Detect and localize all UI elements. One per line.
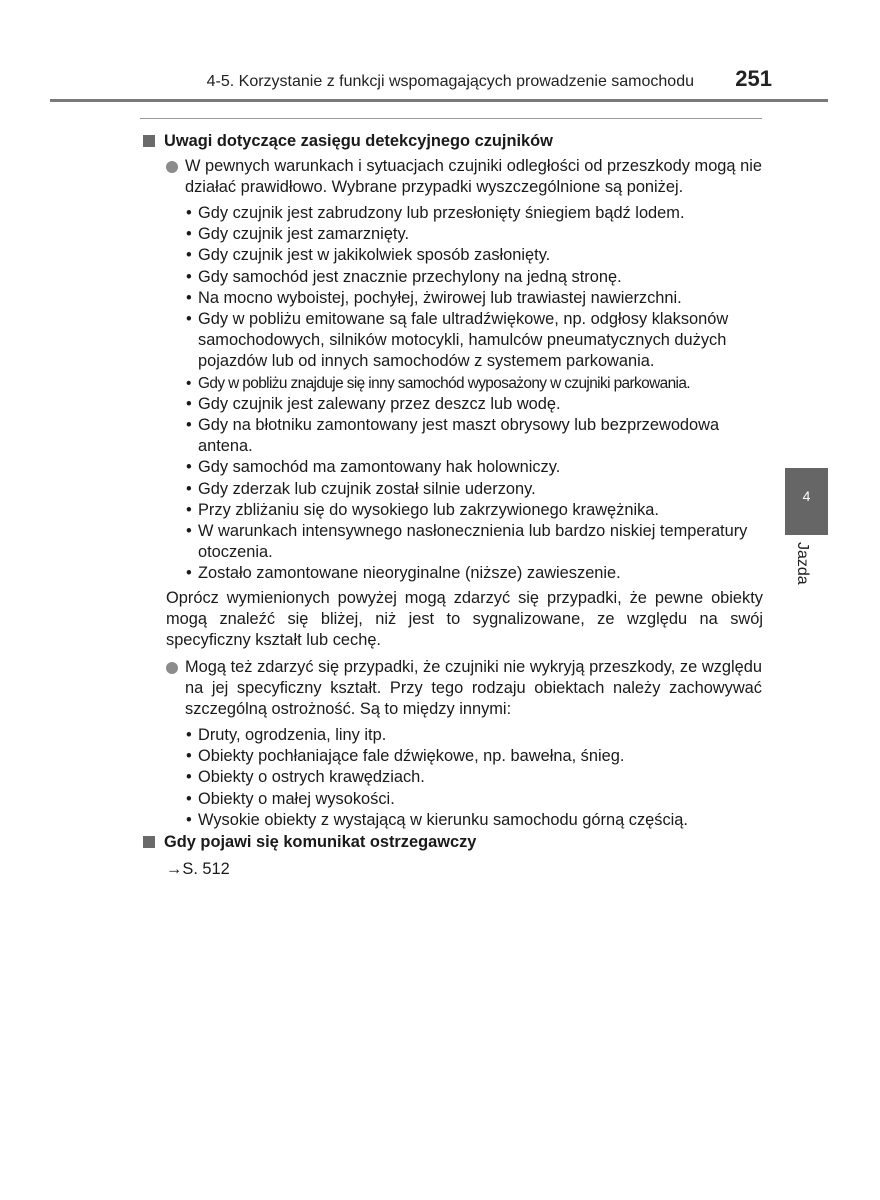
- page-number: 251: [735, 66, 772, 91]
- list-item: • Gdy zderzak lub czujnik został silnie uderzony.: [186, 479, 766, 500]
- list-item: • Druty, ogrodzenia, liny itp.: [186, 725, 766, 746]
- list-item: • Gdy czujnik jest zabrudzony lub przesłonięty śniegiem bądź lodem.: [186, 203, 766, 224]
- circle-bullet-icon: [166, 662, 178, 674]
- condition-list: [186, 203, 766, 585]
- page-reference-link[interactable]: →S. 512: [166, 860, 230, 878]
- list-item: • Gdy w pobliżu emitowane są fale ultradźwiękowe, np. odgłosy klaksonów samochodowych, silników motocykli, hamulców pneumatycznych dużych pojazdów lub od innych samochodów z systemem parkowania.: [186, 309, 766, 373]
- list-item: • Obiekty o ostrych krawędziach.: [186, 767, 766, 788]
- header-rule: [50, 99, 828, 102]
- list-item: • Gdy czujnik jest w jakikolwiek sposób zasłonięty.: [186, 245, 766, 266]
- chapter-title: 4-5. Korzystanie z funkcji wspomagających prowadzenie samochodu: [206, 73, 694, 90]
- chapter-tab: [785, 468, 828, 535]
- list-item: • Zostało zamontowane nieoryginalne (niższe) zawieszenie.: [186, 563, 766, 584]
- list-item: • Gdy czujnik jest zamarznięty.: [186, 224, 766, 245]
- chapter-tab-number: 4: [802, 488, 811, 504]
- section-heading-text: Uwagi dotyczące zasięgu detekcyjnego czujników: [164, 132, 553, 150]
- section-heading: [143, 131, 553, 152]
- paragraph-text: W pewnych warunkach i sytuacjach czujniki odległości od przeszkody mogą nie działać prawidłowo. Wybrane przypadki wyszczególnione są poniżej.: [185, 157, 762, 197]
- chapter-tab-label: Jazda: [794, 542, 811, 585]
- content-rule: [140, 118, 762, 119]
- section-heading: [143, 832, 476, 853]
- square-bullet-icon: [143, 836, 155, 848]
- list-item: • Gdy czujnik jest zalewany przez deszcz lub wodę.: [186, 394, 766, 415]
- list-item: • Obiekty pochłaniające fale dźwiękowe, np. bawełna, śnieg.: [186, 746, 766, 767]
- paragraph: [166, 657, 762, 721]
- list-item: • Gdy samochód ma zamontowany hak holowniczy.: [186, 457, 766, 478]
- paragraph-text: Mogą też zdarzyć się przypadki, że czujniki nie wykryją przeszkody, ze względu na jej specyficzny kształt. Przy tego rodzaju obiektach należy zachowywać szczególną ostrożność. Są to między innymi:: [185, 658, 762, 719]
- list-item: • Na mocno wyboistej, pochyłej, żwirowej lub trawiastej nawierzchni.: [186, 288, 766, 309]
- object-list: [186, 725, 766, 831]
- list-item: • Gdy na błotniku zamontowany jest maszt obrysowy lub bezprzewodowa antena.: [186, 415, 766, 457]
- list-item: • Przy zbliżaniu się do wysokiego lub zakrzywionego krawężnika.: [186, 500, 766, 521]
- list-item: • Wysokie obiekty z wystającą w kierunku samochodu górną częścią.: [186, 810, 766, 831]
- note-paragraph: Oprócz wymienionych powyżej mogą zdarzyć się przypadki, że pewne obiekty mogą znaleźć się bliżej, niż jest to sygnalizowane, ze względu na swój specyficzny kształt lub cechę.: [166, 589, 763, 650]
- list-item: • Obiekty o małej wysokości.: [186, 789, 766, 810]
- circle-bullet-icon: [166, 161, 178, 173]
- square-bullet-icon: [143, 135, 155, 147]
- list-item: • Gdy w pobliżu znajduje się inny samochód wyposażony w czujniki parkowania.: [186, 373, 766, 394]
- paragraph: [166, 156, 762, 198]
- list-item: • Gdy samochód jest znacznie przechylony na jedną stronę.: [186, 267, 766, 288]
- section-heading-text: Gdy pojawi się komunikat ostrzegawczy: [164, 833, 477, 851]
- list-item: • W warunkach intensywnego nasłonecznienia lub bardzo niskiej temperatury otoczenia.: [186, 521, 766, 563]
